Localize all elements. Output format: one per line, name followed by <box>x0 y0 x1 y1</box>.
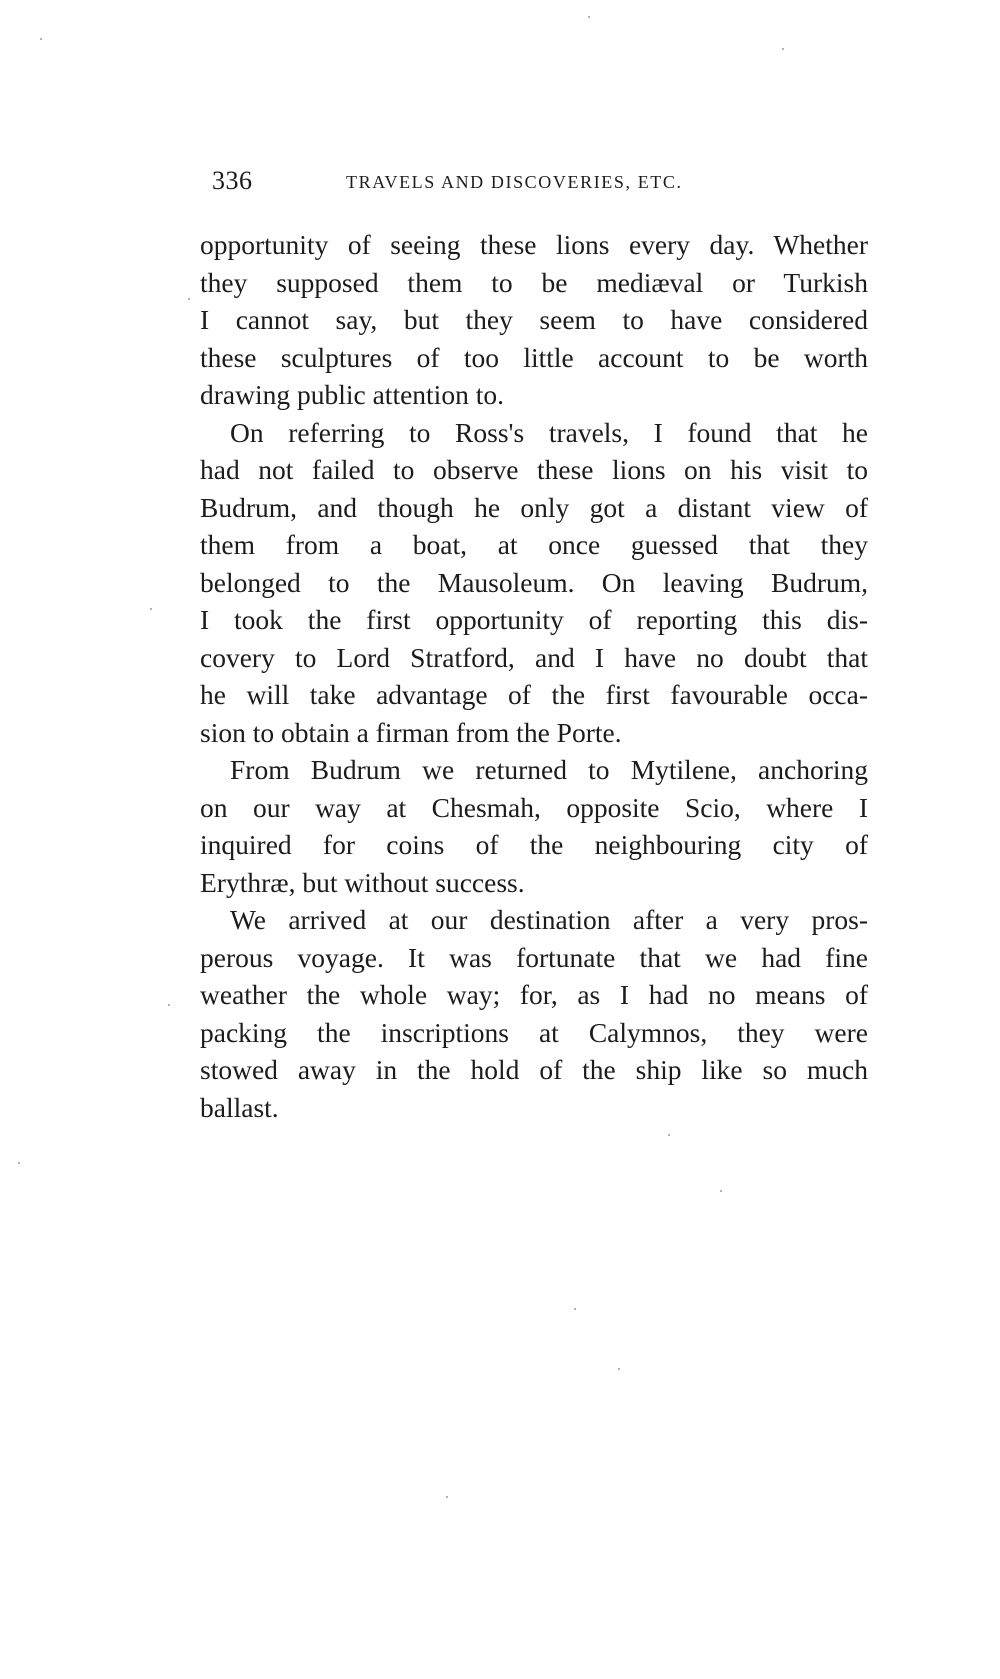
paper-speck <box>720 1190 722 1192</box>
paper-speck <box>618 1368 620 1370</box>
text-line: opportunity of seeing these lions every day. Whether <box>200 229 868 260</box>
text-line: Erythræ, but without success. <box>200 866 525 898</box>
text-line: belonged to the Mausoleum. On leaving Budrum, <box>200 566 868 598</box>
paper-speck <box>40 38 42 40</box>
text-line: covery to Lord Stratford, and I have no doubt that <box>200 641 868 673</box>
paper-speck <box>668 1134 670 1136</box>
paragraph-1 <box>200 226 868 414</box>
text-line: ballast. <box>200 1091 279 1123</box>
text-line: From Budrum we returned to Mytilene, anchoring <box>230 754 868 785</box>
paper-speck <box>588 16 590 18</box>
text-line: stowed away in the hold of the ship like so much <box>200 1054 868 1085</box>
page-number: 336 <box>212 166 253 195</box>
text-line: packing the inscriptions at Calymnos, they were <box>200 1016 868 1048</box>
paper-speck <box>150 608 152 610</box>
paper-speck <box>446 1496 448 1498</box>
text-line: sion to obtain a firman from the Porte. <box>200 716 622 748</box>
text-line: I cannot say, but they seem to have considered <box>200 304 868 335</box>
paragraph-3 <box>200 751 868 901</box>
paper-speck <box>782 48 784 50</box>
body-text <box>200 226 868 1126</box>
text-line: they supposed them to be mediæval or Turkish <box>200 266 868 298</box>
text-line: On referring to Ross's travels, I found that he <box>230 416 868 448</box>
paper-speck <box>18 1162 20 1164</box>
text-line: weather the whole way; for, as I had no means of <box>200 979 868 1010</box>
text-line: drawing public attention to. <box>200 379 504 410</box>
paper-speck <box>574 1308 576 1310</box>
paper-speck <box>168 1004 170 1006</box>
text-line: them from a boat, at once guessed that they <box>200 529 868 560</box>
text-line: I took the first opportunity of reporting this dis- <box>200 604 868 635</box>
text-line: had not failed to observe these lions on his visit to <box>200 454 868 485</box>
paper-speck <box>188 298 190 300</box>
text-line: perous voyage. It was fortunate that we had fine <box>200 941 868 973</box>
paragraph-4 <box>200 901 868 1126</box>
running-title: TRAVELS AND DISCOVERIES, ETC. <box>346 172 683 192</box>
text-line: We arrived at our destination after a very pros- <box>230 904 868 935</box>
text-line: on our way at Chesmah, opposite Scio, where I <box>200 791 868 823</box>
text-line: Budrum, and though he only got a distant view of <box>200 491 868 523</box>
running-head <box>212 166 732 200</box>
paragraph-2 <box>200 414 868 752</box>
text-line: these sculptures of too little account to be worth <box>200 341 868 373</box>
text-line: inquired for coins of the neighbouring city of <box>200 829 868 860</box>
text-line: he will take advantage of the first favourable occa- <box>200 679 868 710</box>
